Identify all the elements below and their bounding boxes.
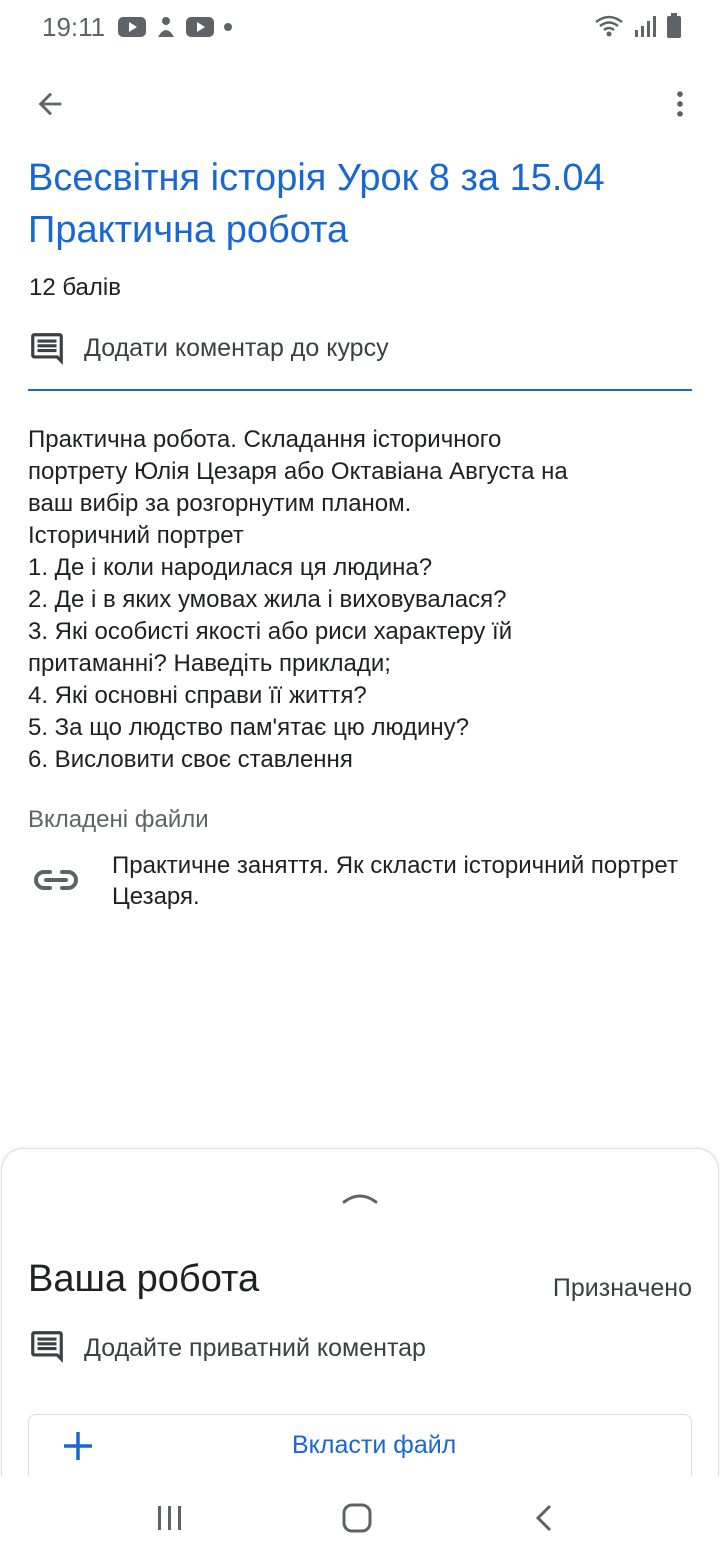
description-line: 1. Де і коли народилася ця людина? [28, 554, 433, 581]
class-comment-label[interactable]: Додати коментар до курсу [84, 334, 389, 362]
your-work-title: Ваша робота [28, 1258, 260, 1300]
description-line: ваш вибір за розгорнутим планом. [28, 490, 412, 517]
recent-apps-button[interactable] [146, 1496, 194, 1540]
description-line: 5. За що людство пам'ятає цю людину? [28, 714, 469, 741]
assignment-description [28, 424, 698, 776]
nav-back-button[interactable] [520, 1496, 568, 1540]
signal-icon [634, 14, 656, 38]
youtube-icon [118, 17, 146, 37]
assignment-points: 12 балів [29, 274, 121, 301]
work-status-badge: Призначено [552, 1274, 692, 1302]
description-line: 3. Які особисті якості або риси характеру їй [28, 618, 513, 645]
description-line: притаманні? Наведіть приклади; [28, 650, 391, 677]
chevron-left-icon [532, 1502, 556, 1534]
assignment-title: Всесвітня історія Урок 8 за 15.04 Практична робота [28, 157, 605, 251]
attachments-heading: Вкладені файли [28, 806, 209, 833]
private-comment-label[interactable]: Додайте приватний коментар [84, 1334, 426, 1362]
recent-apps-icon [155, 1504, 185, 1532]
status-system-icons [594, 12, 682, 40]
link-icon[interactable] [30, 862, 82, 898]
dot-icon [222, 21, 234, 33]
battery-icon [666, 13, 682, 39]
private-comment-icon[interactable] [28, 1328, 66, 1371]
youtube-icon [186, 17, 214, 37]
attachment-link-title[interactable]: Практичне заняття. Як скласти історичний портрет Цезаря. [112, 852, 678, 910]
status-time: 19:11 [42, 12, 106, 42]
wifi-icon [594, 14, 624, 38]
description-line: 6. Висловити своє ставлення [28, 746, 353, 773]
class-comment-button[interactable] [28, 328, 66, 370]
description-line: 4. Які основні справи її життя? [28, 682, 367, 709]
divider [28, 389, 692, 391]
description-line: портрету Юлія Цезаря або Октавіана Августа на [28, 458, 568, 485]
plus-icon [60, 1428, 96, 1464]
app-icon [154, 15, 178, 39]
chevron-up-icon [340, 1186, 380, 1208]
home-button[interactable] [333, 1496, 381, 1540]
arrow-back-icon [33, 87, 67, 121]
status-notification-icons [118, 14, 234, 40]
description-line: 2. Де і в яких умовах жила і виховувалася? [28, 586, 507, 613]
home-icon [341, 1502, 373, 1534]
more-vert-icon [663, 87, 697, 121]
more-options-button[interactable] [656, 80, 704, 128]
description-line: Практична робота. Складання історичного [28, 426, 502, 453]
comment-icon [28, 330, 66, 368]
expand-sheet-handle[interactable] [340, 1186, 380, 1208]
add-file-label[interactable]: Вкласти файл [292, 1431, 457, 1459]
back-button[interactable] [26, 80, 74, 128]
description-line: Історичний портрет [28, 522, 244, 549]
